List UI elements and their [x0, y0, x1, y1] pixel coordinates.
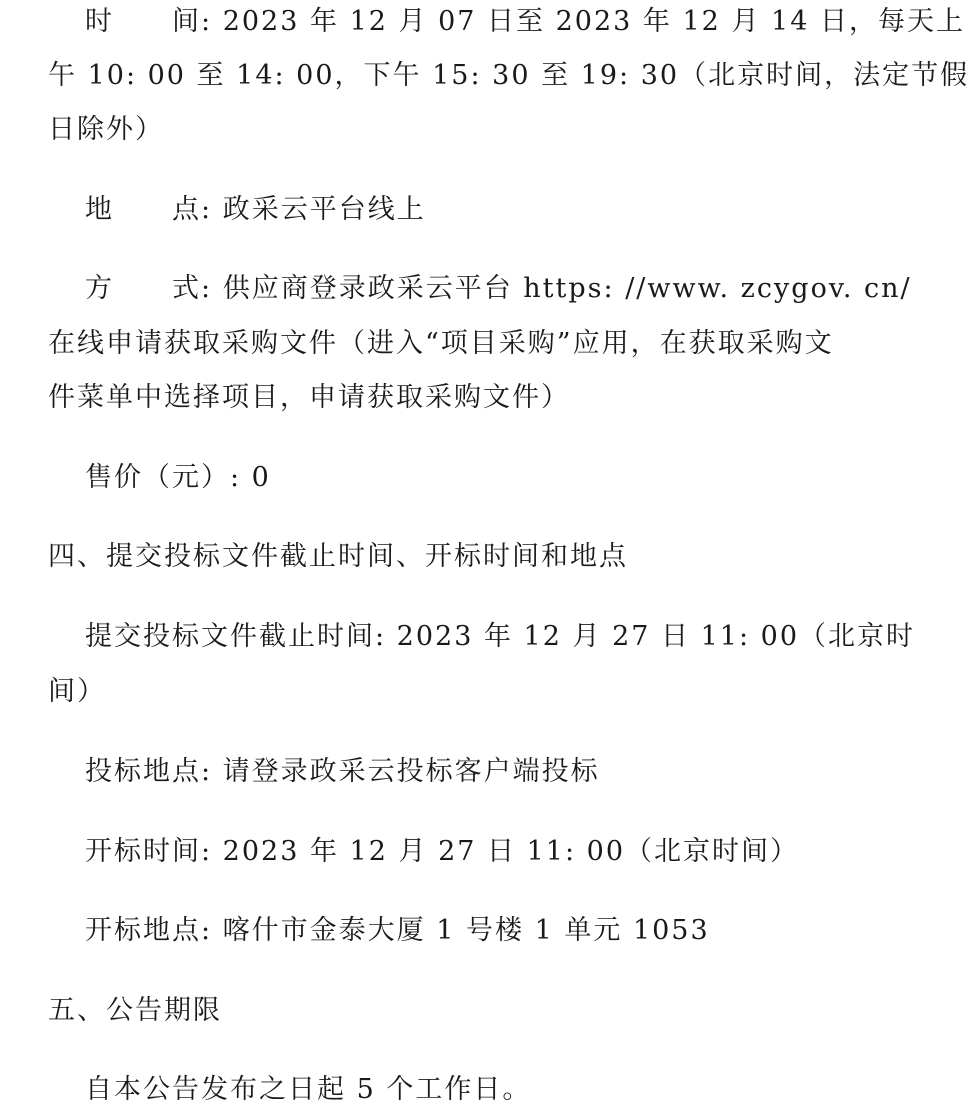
section-5-heading: 五、公告期限 [48, 995, 222, 1026]
opening-time-line: 开标时间: 2023 年 12 月 27 日 11: 00（北京时间） [85, 836, 799, 867]
deadline-line-2: 间） [48, 676, 106, 707]
method-text-1: 供应商登录政采云平台 https: //www. zcygov. cn/ [222, 273, 912, 304]
section-4-heading: 四、提交投标文件截止时间、开标时间和地点 [48, 541, 628, 572]
method-line-2: 在线申请获取采购文件（进入“项目采购”应用，在获取采购文 [48, 328, 834, 359]
place-line [85, 192, 858, 228]
place-label-b: 点: [172, 194, 213, 225]
time-line-1 [85, 4, 965, 40]
method-label-b: 式: [172, 273, 213, 304]
time-line-3: 日除外） [48, 114, 164, 145]
time-line-2: 午 10: 00 至 14: 00，下午 15: 30 至 19: 30（北京时间，法定节假 [48, 60, 969, 91]
time-label-a: 时 [85, 6, 114, 37]
method-line-1 [85, 271, 912, 307]
opening-place-line: 开标地点: 喀什市金泰大厦 1 号楼 1 单元 1053 [85, 915, 710, 946]
method-label-a: 方 [85, 273, 114, 304]
place-text: 政采云平台线上 [222, 194, 426, 225]
time-text-1: 2023 年 12 月 07 日至 2023 年 12 月 14 日，每天上 [222, 6, 965, 37]
bid-location-line: 投标地点: 请登录政采云投标客户端投标 [85, 756, 600, 787]
notice-period-line: 自本公告发布之日起 5 个工作日。 [85, 1074, 532, 1105]
method-line-3: 件菜单中选择项目，申请获取采购文件） [48, 382, 570, 413]
price-line: 售价（元）: 0 [85, 462, 271, 493]
time-label-b: 间: [172, 6, 213, 37]
deadline-line-1: 提交投标文件截止时间: 2023 年 12 月 27 日 11: 00（北京时 [85, 621, 915, 652]
place-label-a: 地 [85, 194, 114, 225]
